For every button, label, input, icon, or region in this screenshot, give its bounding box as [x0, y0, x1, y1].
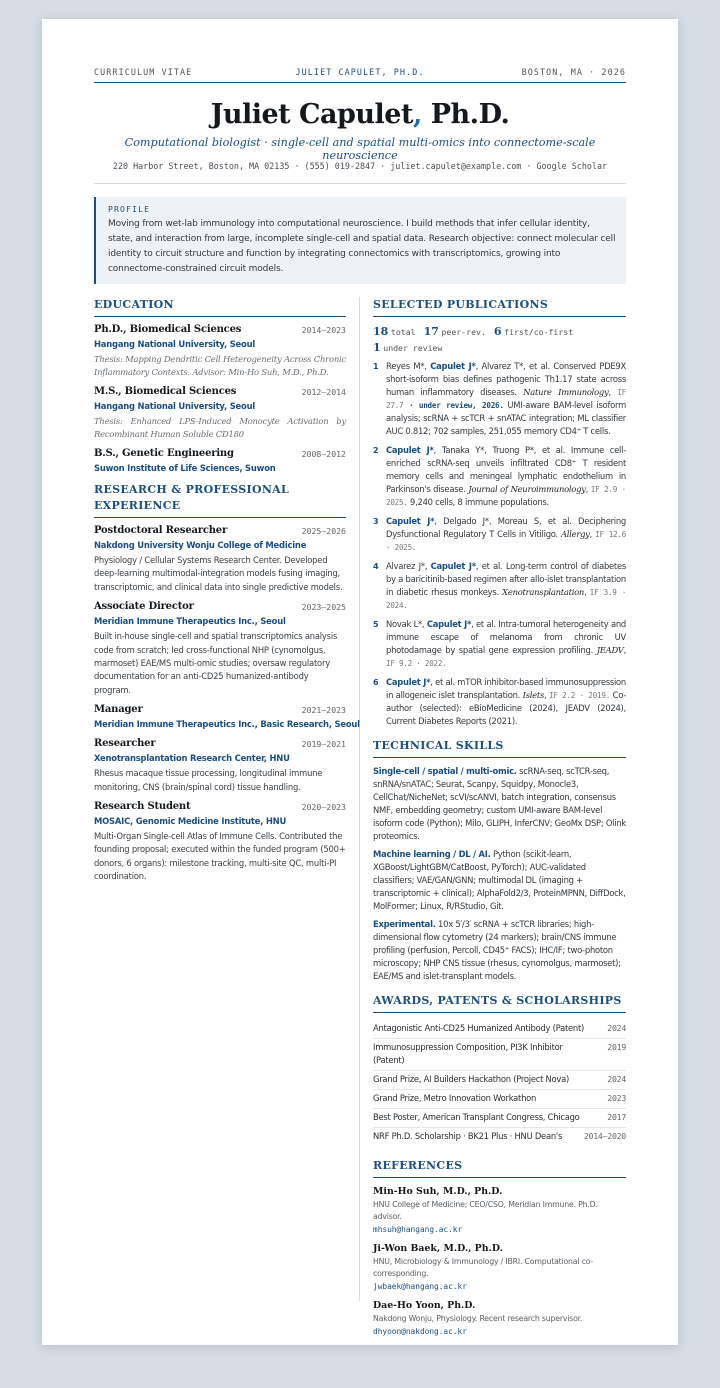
entry-header — [94, 801, 346, 815]
reference-description: HNU College of Medicine; CEO/CSO, Meridian Immune. Ph.D. advisor. — [373, 1200, 598, 1221]
role-description: Built in-house single-cell and spatial transcriptomics analysis code from scratch; led cross-functional NHP (cynomolgus, marmoset) EAE/MS multi-omic studies; oversaw regulatory documentation for an anti-CD25 humanized-antibody program. — [94, 631, 338, 695]
award-year: 2024 — [607, 1074, 626, 1084]
entry-header — [94, 525, 346, 539]
reference-name: Dae-Ho Yoon, Ph.D. — [373, 1300, 476, 1311]
entry-header — [94, 386, 346, 400]
entry-dates: 2012–2014 — [301, 387, 346, 397]
award-year: 2019 — [607, 1042, 626, 1052]
skills-heading: TECHNICAL SKILLS — [373, 738, 626, 758]
entry-dates: 2019–2021 — [301, 739, 346, 750]
publication-notes: Co-author (selected): eBioMedicine (2024), JEADV (2024), Current Diabetes Reports (2021). — [386, 690, 627, 726]
organization: MOSAIC, Genomic Medicine Institute, HNU — [94, 816, 287, 827]
stat-number: 17 — [423, 325, 439, 338]
role-title: Researcher — [94, 738, 156, 750]
skill-category: Machine learning / DL / AI. — [373, 849, 491, 859]
publication-item — [373, 676, 626, 728]
award-row — [373, 1128, 626, 1146]
stat-number: 18 — [373, 325, 389, 338]
entry-dates: 2021–2023 — [301, 705, 346, 716]
authors-before: Reyes M*, — [386, 361, 431, 371]
role-title: Research Student — [94, 801, 191, 813]
skill-category: Experimental. — [373, 919, 436, 929]
separator: , — [608, 387, 618, 397]
award-row — [373, 1090, 626, 1109]
experience-entry — [94, 525, 346, 594]
reference-entry — [373, 1299, 626, 1338]
experience-entry — [94, 738, 346, 794]
publication-number: 4 — [373, 562, 379, 571]
publication-stats — [373, 324, 626, 356]
header-right: BOSTON, MA · 2026 — [521, 67, 626, 77]
self-author: Capulet J* — [430, 361, 476, 371]
publication-number: 6 — [373, 678, 379, 687]
organization: Meridian Immune Therapeutics Inc., Seoul — [94, 616, 286, 627]
contact-line: 220 Harbor Street, Boston, MA 02135 · (555) 019-2847 · juliet.capulet@example.com · Google Scholar — [112, 161, 608, 171]
stat-label: under review — [383, 343, 443, 353]
name-comma: , — [412, 99, 422, 130]
entry-dates: 2014–2023 — [301, 325, 346, 335]
cv-page — [42, 19, 678, 1345]
separator: , — [623, 645, 626, 655]
publication-item — [373, 515, 626, 554]
publication-item — [373, 618, 626, 670]
role-title: Manager — [94, 704, 143, 716]
awards-list — [373, 1020, 626, 1146]
publication-notes: UMI-aware BAM-level isoform analysis; scRNA + scTCR + snATAC integration; ML classifier AUC 0.812; 702 samples, 251,055 memory CD4⁺ T cells. — [386, 400, 626, 436]
entry-header — [94, 324, 346, 338]
header-center: JULIET CAPULET, PH.D. — [295, 67, 425, 77]
top-header-bar — [94, 67, 626, 83]
skill-category: Single-cell / spatial / multi-omic. — [373, 766, 517, 776]
role-description: Multi-Organ Single-cell Atlas of Immune Cells. Contributed the founding proposal; executed within the funded program (500+ donors, 6 organs): milestone tracking, multi-site QC, multi-PI coordination. — [94, 831, 346, 882]
publication-number: 2 — [373, 446, 379, 455]
organization: Nakdong University Wonju College of Medicine — [94, 540, 307, 550]
thesis: Thesis: Enhanced LPS-Induced Monocyte Activation by Recombinant Human Soluble CD180 — [94, 416, 346, 439]
education-entry — [94, 448, 346, 475]
role-description: Physiology / Cellular Systems Research Center. Developed deep-learning multimodal-integration models fusing imaging, transcriptomic, and clinical data into single predictive models. — [94, 555, 343, 592]
entry-header — [94, 738, 346, 752]
entry-dates: 2025–2026 — [301, 526, 346, 536]
role-title: Postdoctoral Researcher — [94, 525, 228, 536]
reference-email: dhyoon@nakdong.ac.kr — [373, 1327, 467, 1336]
self-author: Capulet J* — [386, 445, 434, 455]
column-divider — [359, 297, 360, 1301]
self-author: Capulet J* — [426, 619, 472, 629]
self-author: Capulet J* — [386, 677, 431, 687]
award-row — [373, 1020, 626, 1039]
award-name: Grand Prize, Metro Innovation Workathon — [373, 1093, 537, 1103]
skills-list — [373, 765, 626, 983]
award-year: 2024 — [607, 1023, 626, 1033]
education-entry — [94, 324, 346, 379]
publication-item — [373, 360, 626, 438]
reference-name: Ji-Won Baek, M.D., Ph.D. — [373, 1243, 503, 1254]
publication-title: , et al. Long-term control of diabetes by a baricitinib-based regimen after allo-islet transplantation in diabetic rhesus monkeys. — [386, 561, 626, 597]
stat-number: 6 — [493, 325, 502, 338]
award-name: Antagonistic Anti-CD25 Humanized Antibody (Patent) — [373, 1023, 585, 1033]
left-column — [94, 297, 360, 891]
impact-factor: IF 3.9 · 2024. — [386, 588, 627, 610]
publication-number: 5 — [373, 620, 379, 629]
stat-number: 1 — [373, 341, 381, 354]
publication-title: , Alvarez T*, et al. Conserved PDE9X short-isoform bias defines pathogenic Th1.17 state across human inflammatory diseases. — [386, 361, 626, 397]
publication-notes: 9,240 cells, 8 immune populations. — [407, 497, 549, 507]
references-list — [373, 1185, 626, 1338]
journal-name: Allergy — [560, 529, 590, 539]
name-main: Juliet Capulet — [210, 99, 413, 130]
entry-header — [94, 601, 346, 615]
entry-dates: 2008–2012 — [301, 449, 346, 459]
award-row — [373, 1039, 626, 1071]
journal-name: Nature Immunology — [523, 387, 609, 397]
separator: , — [589, 529, 596, 539]
institution: Suwon Institute of Life Sciences, Suwon — [94, 463, 276, 473]
impact-factor: IF 12.6 · 2025. — [386, 530, 626, 552]
authors-before: Alvarez J*, — [386, 561, 431, 571]
award-name: Best Poster, American Transplant Congress, Chicago — [373, 1112, 580, 1122]
degree-title: M.S., Biomedical Sciences — [94, 386, 237, 397]
profile-box — [94, 197, 626, 284]
tagline: Computational biologist · single-cell and spatial multi-omics into connectome-scale neuroscience — [124, 136, 596, 162]
award-year: 2023 — [607, 1093, 626, 1103]
reference-name: Min-Ho Suh, M.D., Ph.D. — [373, 1186, 503, 1197]
role-title: Associate Director — [94, 601, 194, 613]
experience-list — [94, 525, 360, 884]
degree-title: Ph.D., Biomedical Sciences — [94, 324, 242, 335]
self-author: Capulet J* — [430, 561, 476, 571]
journal-name: Xenotransplantation — [502, 587, 585, 597]
education-list — [94, 324, 346, 475]
experience-entry — [94, 801, 346, 884]
separator: , — [585, 484, 591, 494]
entry-dates: 2023–2025 — [301, 602, 346, 613]
awards-heading: AWARDS, PATENTS & SCHOLARSHIPS — [373, 993, 626, 1013]
name-suffix: Ph.D. — [421, 99, 510, 130]
profile-text: Moving from wet-lab immunology into computational neuroscience. I build methods that infer cellular identity, state, and interaction from large, incomplete single-cell and spatial data. Research objective: connect molecular cell identity to circuit structure and function by integrating connectomics with transcriptomics, growing into connectome-constrained circuit models. — [108, 219, 616, 274]
reference-entry — [373, 1242, 626, 1293]
award-row — [373, 1071, 626, 1090]
award-name: Grand Prize, AI Builders Hackathon (Project Nova) — [373, 1074, 570, 1084]
self-author: Capulet J* — [386, 516, 435, 526]
organization: Meridian Immune Therapeutics Inc., Basic Research, Seoul — [94, 719, 360, 730]
publication-title: , Delgado J*, Moreau S, et al. Deciphering Dysfunctional Regulatory T Cells in Vitiligo. — [386, 516, 626, 539]
publication-title: , et al. Intra-tumoral heterogeneity and immune escape of melanoma from chronic UV photodamage by spatial gene expression profiling. — [386, 619, 626, 655]
impact-factor: IF 2.2 · 2019. — [549, 691, 611, 700]
publication-title: , et al. mTOR inhibitor-based immunosuppression in allogeneic islet transplantation. — [386, 677, 626, 700]
institution: Hangang National University, Seoul — [94, 339, 255, 349]
profile-label: PROFILE — [108, 205, 151, 214]
impact-factor: IF 9.2 · 2022. — [386, 659, 447, 668]
header-left: CURRICULUM VITAE — [94, 67, 193, 77]
publication-list — [373, 360, 626, 728]
award-year: 2017 — [607, 1112, 626, 1122]
journal-name: JEADV — [596, 645, 624, 655]
reference-description: HNU, Microbiology & Immunology / IBRI. Computational co-corresponding. — [373, 1257, 594, 1278]
publication-item — [373, 444, 626, 509]
entry-dates: 2020–2023 — [301, 802, 346, 813]
organization: Xenotransplantation Research Center, HNU — [94, 753, 290, 764]
person-name — [94, 99, 626, 130]
thesis: Thesis: Mapping Dendritic Cell Heterogeneity Across Chronic Inflammatory Contexts. Advisor: Min-Ho Suh, M.D., Ph.D. — [94, 354, 346, 377]
award-year: 2014–2020 — [583, 1131, 626, 1141]
reference-email: mhsuh@hangang.ac.kr — [373, 1225, 463, 1234]
skill-details: Python (scikit-learn, XGBoost/LightGBM/CatBoost, PyTorch); AUC-validated classifiers; VAE/GAN/GNN; multimodal DL (imaging + transcriptomic + clinical); AlphaFold2/3, ProteinMPNN, DiffDock, MolFormer; Linux, R/RStudio, Git. — [373, 849, 626, 911]
publication-item — [373, 560, 626, 612]
skill-details: 10x 5′/3′ scRNA + scTCR libraries; high-dimensional flow cytometry (24 markers); brain/CNS immune profiling (perfusion, Percoll, CD45⁺ FACS); IHC/IF; two-photon microscopy; NHP CNS tissue (rhesus, cynomolgus, marmoset); EAE/MS and islet-transplant models. — [373, 919, 621, 981]
education-entry — [94, 386, 346, 441]
review-status: · under review, 2026. — [403, 401, 504, 410]
entry-header — [94, 704, 346, 718]
separator: , — [544, 690, 550, 700]
header-divider — [94, 183, 626, 184]
stat-label: total — [390, 327, 416, 337]
award-name: Immunosuppression Composition, PI3K Inhibitor (Patent) — [373, 1042, 563, 1065]
skill-details: scRNA-seq, scTCR-seq, snRNA/snATAC; Seurat, Scanpy, Squidpy, Monocle3, CellChat/NicheNet; scVI/scANVI, batch integration, consensus NMF, embedding geometry; custom UMI-aware BAM-level isoform code (Python); Milo, GLIPH, InferCNV; GeoMx DSP; Olink proteomics. — [373, 766, 626, 841]
impact-factor: IF 2.9 · 2025. — [386, 485, 626, 507]
right-column — [373, 297, 626, 1344]
reference-email: jwbaek@hangang.ac.kr — [373, 1282, 467, 1291]
role-description: Rhesus macaque tissue processing, longitudinal immune monitoring, CNS (brain/spinal cord) tissue handling. — [94, 768, 323, 792]
institution: Hangang National University, Seoul — [94, 401, 255, 411]
skill-group — [373, 848, 626, 913]
degree-title: B.S., Genetic Engineering — [94, 448, 234, 459]
separator: , — [584, 587, 590, 597]
experience-entry — [94, 601, 346, 697]
reference-entry — [373, 1185, 626, 1236]
authors-before: Novak L*, — [386, 619, 427, 629]
publications-heading: SELECTED PUBLICATIONS — [373, 297, 626, 317]
experience-heading: RESEARCH & PROFESSIONAL EXPERIENCE — [94, 482, 346, 518]
stat-label: first/co-first — [504, 327, 574, 337]
publication-title: , Tanaka Y*, Truong P*, et al. Immune cell-enriched scRNA-seq unveils infiltrated CD8⁺ T resident memory cells and meningeal lymphatic endothelium in Parkinson's disease. — [386, 445, 626, 494]
skill-group — [373, 918, 626, 983]
references-heading: REFERENCES — [373, 1158, 626, 1178]
reference-description: Nakdong Wonju, Physiology. Recent research supervisor. — [373, 1314, 583, 1323]
education-heading: EDUCATION — [94, 297, 346, 317]
experience-entry — [94, 704, 360, 731]
journal-name: Islets — [522, 690, 545, 700]
journal-name: Journal of Neuroimmunology — [468, 484, 586, 494]
award-name: NRF Ph.D. Scholarship · BK21 Plus · HNU Dean's — [373, 1131, 563, 1141]
award-row — [373, 1109, 626, 1128]
entry-header — [94, 448, 346, 462]
publication-number: 1 — [373, 362, 379, 371]
publication-number: 3 — [373, 517, 379, 526]
stat-label: peer-rev. — [441, 327, 486, 337]
skill-group — [373, 765, 626, 843]
impact-factor: IF 27.7 — [386, 388, 626, 410]
